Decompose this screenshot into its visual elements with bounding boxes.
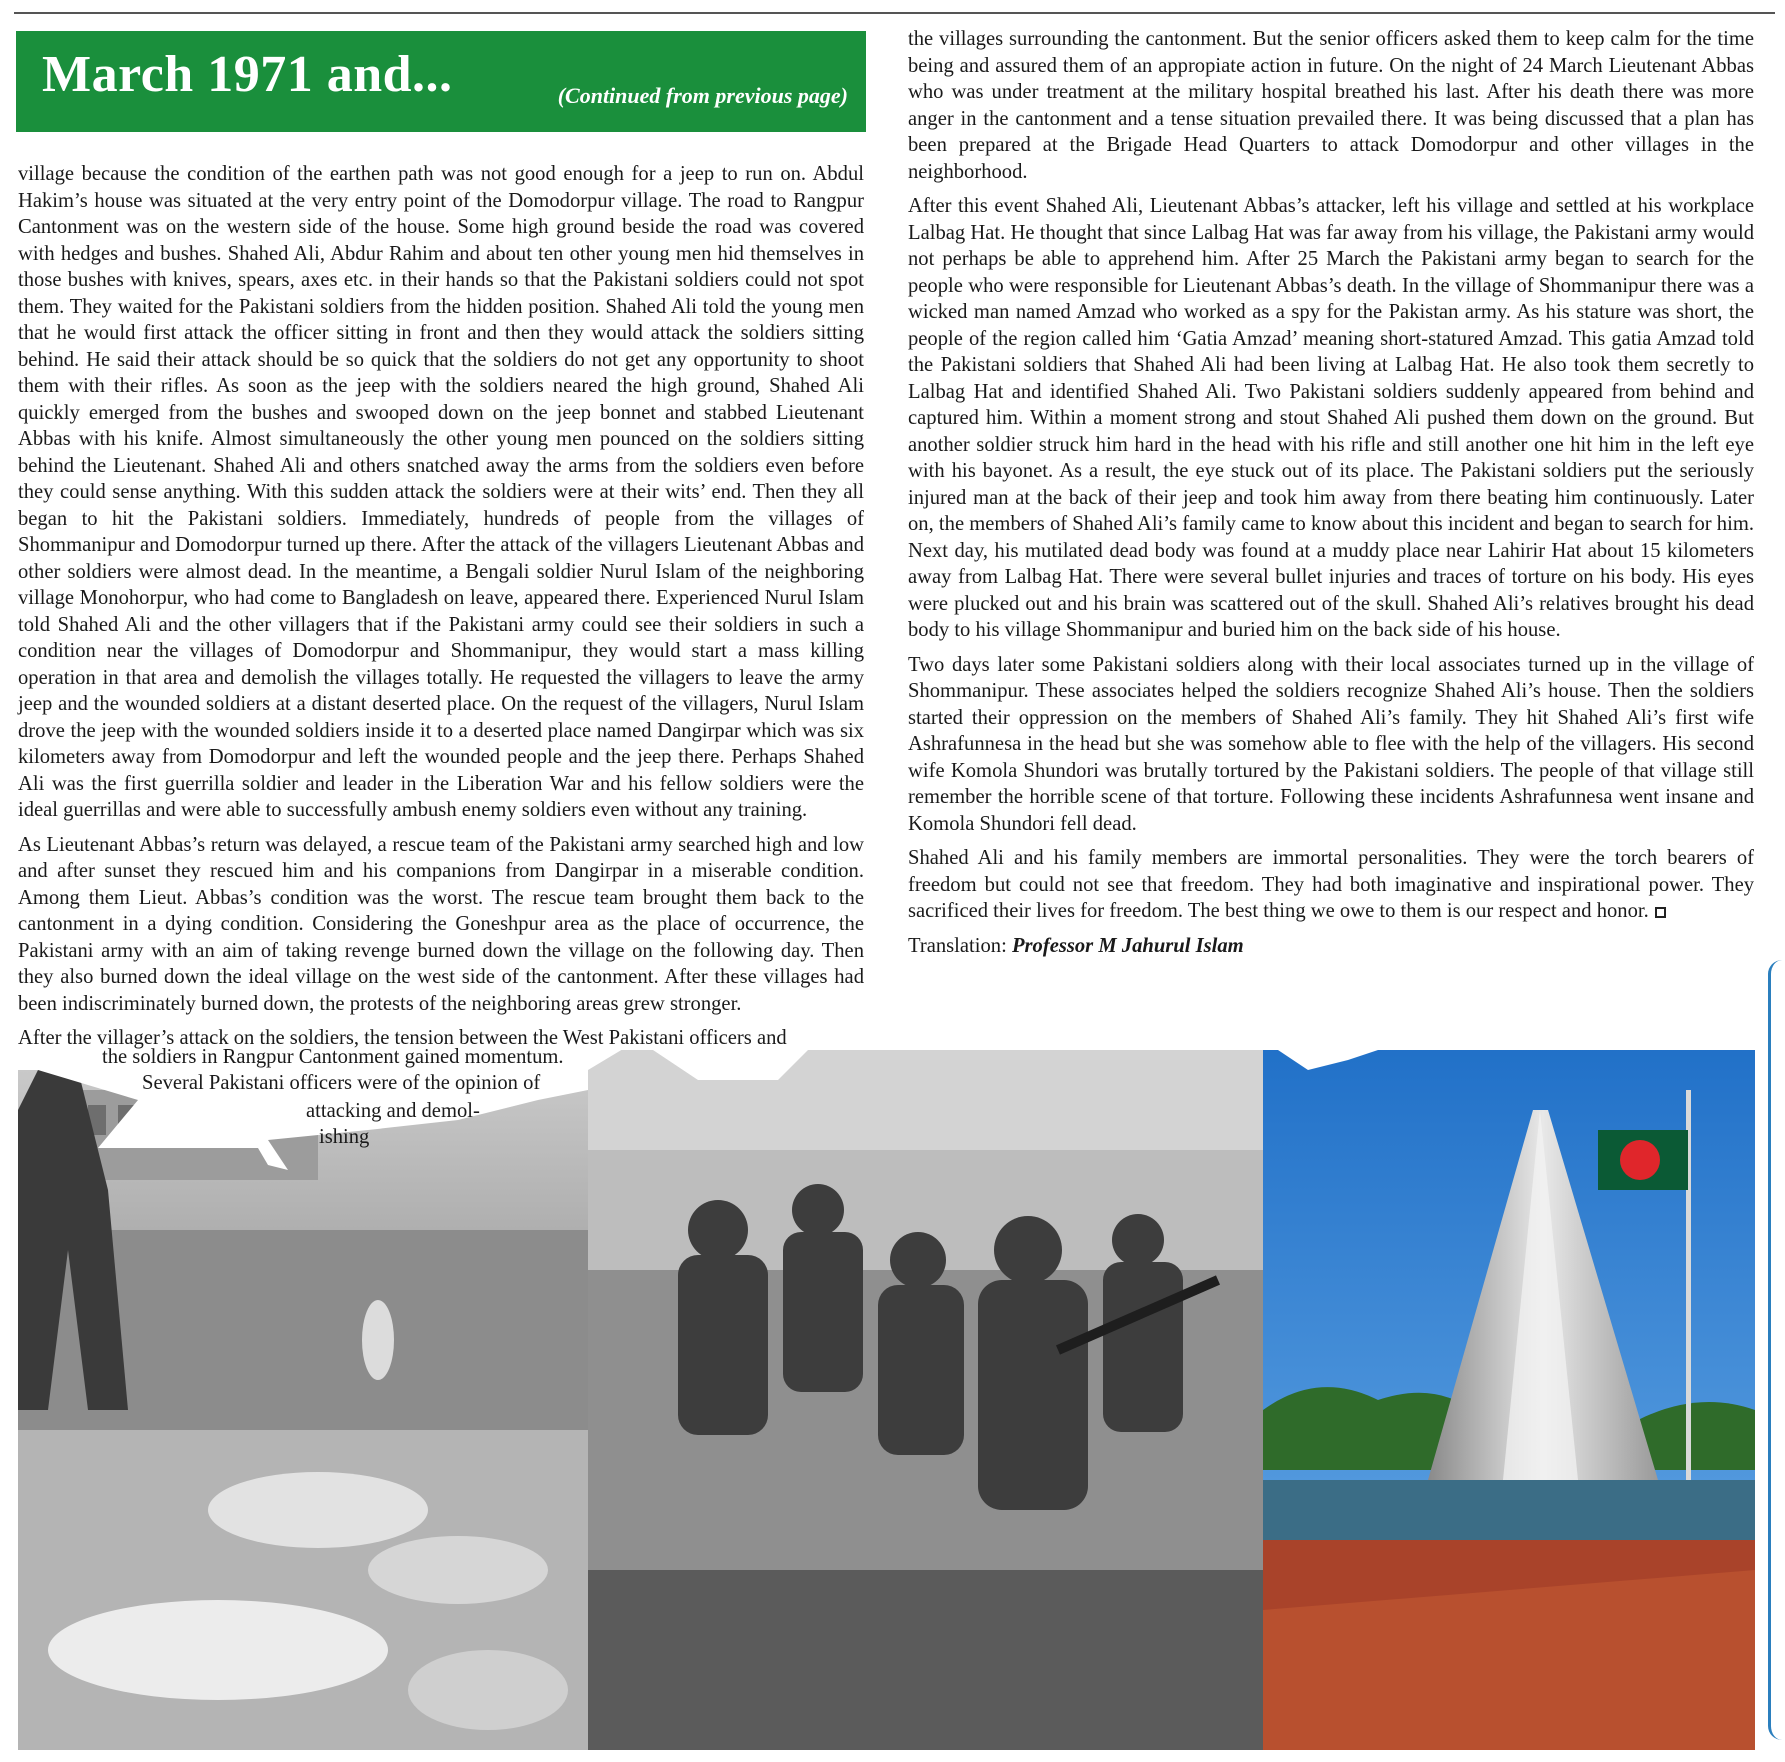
translation-credit [908, 933, 1754, 960]
right-paragraph-4 [908, 845, 1754, 925]
national-memorial-photo [1263, 1050, 1755, 1750]
right-column [908, 26, 1754, 967]
montage-svg [18, 1050, 1755, 1750]
section-banner [16, 31, 866, 132]
war-scene-photo [18, 1070, 588, 1750]
left-paragraph-1: village because the condition of the earthen path was not good enough for a jeep to run on. Abdul Hakim’s house was situated at the very entry point of the Domodorpur village. The road to Rangpur Cantonment was on the western side of the house. Some high ground beside the road was covered with hedges and bushes. Shahed Ali, Abdur Rahim and about ten other young men hid themselves in those bushes with knives, spears, axes etc. in their hands so that the Pakistani soldiers could not spot them. They waited for the Pakistani soldiers from the hidden position. Shahed Ali told the young men that he would first attack the officer sitting in front and then they would attack the soldiers sitting behind. He said their attack should be so quick that the soldiers do not get any opportunity to shoot them with their rifles. As soon as the jeep with the soldiers neared the high ground, Shahed Ali quickly emerged from the bushes and swooped down on the jeep bonnet and stabbed Lieutenant Abbas with his knife. Almost simultaneously the other young men pounced on the soldiers sitting behind the Lieutenant. Shahed Ali and others snatched away the arms from the soldiers even before they could sense anything. With this sudden attack the soldiers were at their wits’ end. Then they all began to hit the Pakistani soldiers. Immediately, hundreds of people from the villages of Shommanipur and Domodorpur turned up there. After the attack of the villagers Lieutenant Abbas and other soldiers were almost dead. In the meantime, a Bengali soldier Nurul Islam of the neighboring village Monohorpur, who had come to Bangladesh on leave, appeared there. Experienced Nurul Islam told Shahed Ali and the other villagers that if the Pakistani army could see their soldiers in such a condition near the villages of Domodorpur and Shommanipur, they would start a mass killing operation in that area and demolish the villages totally. He requested the villagers to leave the army jeep and the wounded soldiers at a distant deserted place. On the request of the villagers, Nurul Islam drove the jeep with the wounded soldiers inside it to a deserted place named Dangirpar which was six kilometers away from Domodorpur and left the wounded people and the jeep there. Perhaps Shahed Ali was the first guerrilla soldier and leader in the Liberation War and his fellow soldiers were the ideal guerrillas and were able to successfully ambush enemy soldiers even without any training. [18, 163, 864, 821]
callout-line-4: attacking and demol- [306, 1100, 480, 1122]
banner-title: March 1971 and... [42, 46, 453, 103]
freedom-fighters-photo [588, 1050, 1263, 1750]
callout-line-3: Several Pakistani officers were of the opinion of [142, 1072, 541, 1094]
translation-label: Translation: [908, 934, 1007, 957]
right-paragraph-2: After this event Shahed Ali, Lieutenant Abbas’s attacker, left his village and settled at his workplace Lalbag Hat. He thought that since Lalbag Hat was far away from his village, the Pakistani army would not perhaps be able to apprehend him. After 25 March the Pakistani army began to search for the people who were responsible for Lieutenant Abbas’s death. In the village of Shommanipur there was a wicked man named Amzad who worked as a spy for the Pakistan army. As his stature was short, the people of the region called him ‘Gatia Amzad’ meaning short-statured Amzad. This gatia Amzad told the Pakistani soldiers that Shahed Ali had been living at Lalbag Hat. He also took them secretly to Lalbag Hat and identified Shahed Ali. Two Pakistani soldiers suddenly appeared from behind and captured him. Within a moment strong and stout Shahed Ali pushed them down on the ground. But another soldier struck him hard in the head with his rifle and still another one hit him in the left eye with his bayonet. As a result, the eye stuck out of its place. The Pakistani soldiers put the seriously injured man at the back of their jeep and took him away from there beating him continuously. Later on, the members of Shahed Ali’s family came to know about this incident and began to search for him. Next day, his mutilated dead body was found at a muddy place near Lahirir Hat about 15 kilometers away from Lalbag Hat. There were several bullet injuries and traces of torture on his body. His eyes were plucked out and his brain was scattered out of the skull. Shahed Ali’s relatives brought his dead body to his village Shommanipur and buried him on the back side of his house. [908, 195, 1754, 641]
callout-line-2: the soldiers in Rangpur Cantonment gained momentum. [102, 1046, 564, 1068]
right-paragraph-3: Two days later some Pakistani soldiers along with their local associates turned up in the village of Shommanipur. These associates helped the soldiers recognize Shahed Ali’s house. Then the soldiers started their oppression on the members of Shahed Ali’s family. They hit Shahed Ali’s first wife Ashrafunnesa in the head but she was somehow able to flee with the help of the villagers. His second wife Komola Shundori was brutally tortured by the Pakistani soldiers. The people of that village still remember the horrible scene of that torture. Following these incidents Ashrafunnesa went insane and Komola Shundori fell dead. [908, 653, 1754, 835]
photo-montage [18, 1046, 1755, 1750]
left-column [18, 161, 864, 1052]
continued-note: (Continued from previous page) [557, 83, 848, 108]
left-paragraph-2: As Lieutenant Abbas’s return was delayed, a rescue team of the Pakistani army searched high and low and after sunset they rescued him and his companions from Dangirpar in a miserable condition. Among them Lieut. Abbas’s condition was the worst. The rescue team brought them back to the cantonment in a dying condition. Considering the Goneshpur area as the place of occurrence, the Pakistani army with an aim of taking revenge burned down the village on the following day. Then they also burned down the ideal village on the west side of the cantonment. After these villages had been indiscriminately burned down, the protests of the neighboring areas grew stronger. [18, 833, 864, 1015]
end-of-article-mark [1655, 907, 1666, 918]
translator-name: Professor M Jahurul Islam [1011, 934, 1244, 957]
left-paragraph-3-line-1: After the villager’s attack on the soldiers, the tension between the West Pakistani officers and [18, 1027, 787, 1049]
top-rule [14, 12, 1775, 14]
page-edge-tab [1768, 960, 1785, 1740]
right-paragraph-1: the villages surrounding the cantonment. But the senior officers asked them to keep calm for the time being and assured them of an appropiate action in future. On the night of 24 March Lieutenant Abbas who was under treatment at the military hospital breathed his last. After his death there was more anger in the cantonment and a tense situation prevailed there. It was being discussed that a plan has been prepared at the Brigade Head Quarters to attack Domodorpur and other villages in the neighborhood. [908, 28, 1754, 183]
callout-line-5: ishing [319, 1126, 370, 1148]
closing-text: Shahed Ali and his family members are immortal personalities. They were the torch bearers of freedom but could not see that freedom. They had both imaginative and inspirational power. They sacrificed their lives for freedom. The best thing we owe to them is our respect and honor. [908, 847, 1754, 922]
